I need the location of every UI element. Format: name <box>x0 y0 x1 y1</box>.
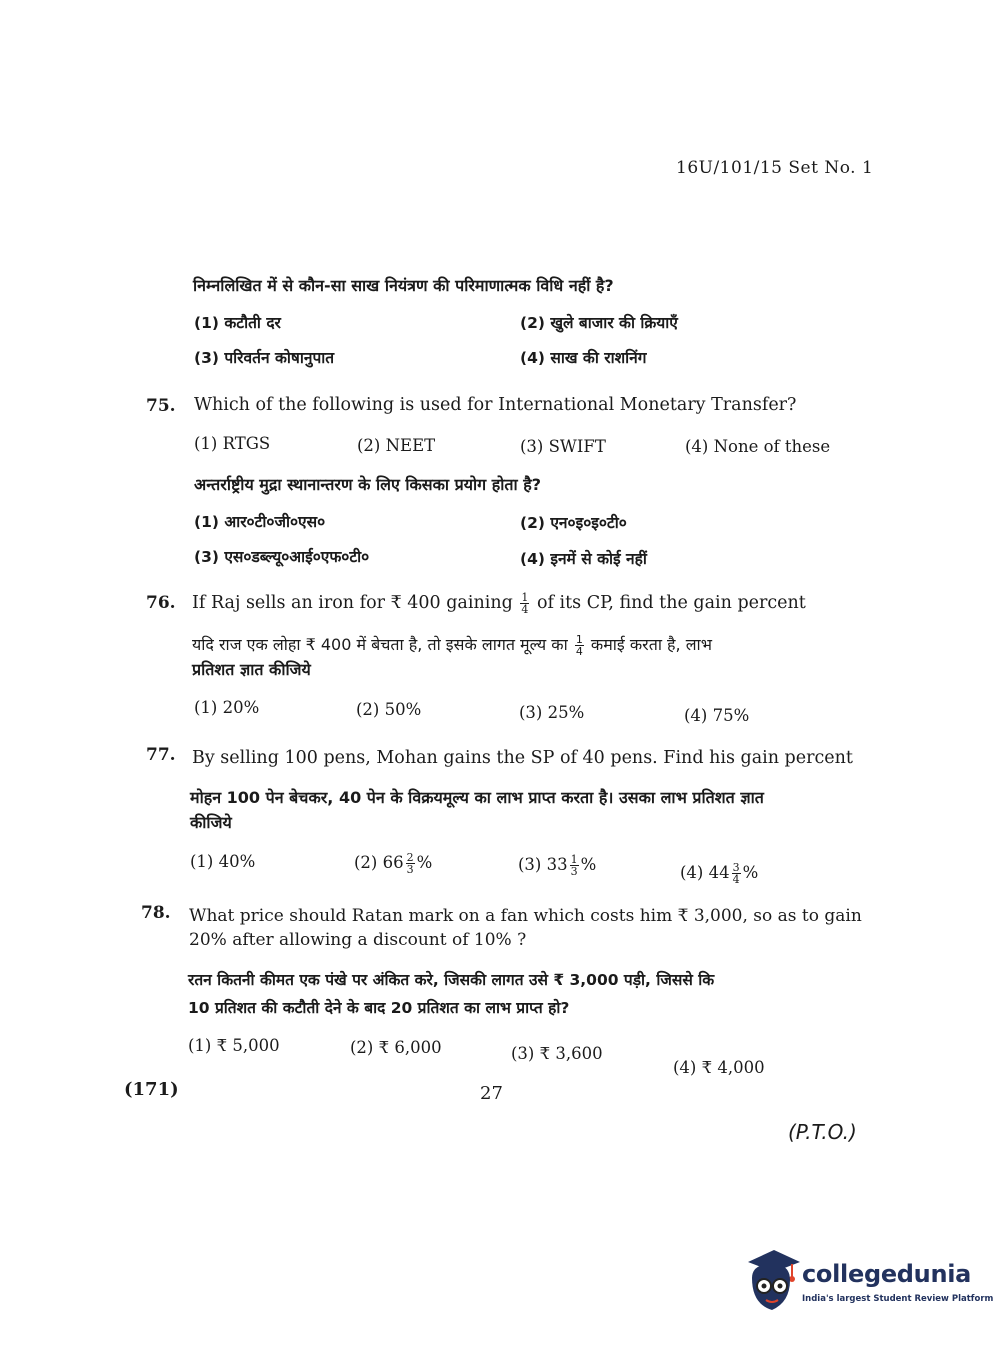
q78-line-2: 20% after allowing a discount of 10% ? <box>189 930 527 950</box>
q76-text-end: of its CP, find the gain percent <box>536 593 806 613</box>
q77-text: By selling 100 pens, Mohan gains the SP of 40 pens. Find his gain percent <box>192 748 853 768</box>
q77-hindi-line-1: मोहन 100 पेन बेचकर, 40 पेन के विक्रयमूल्य का लाभ प्राप्त करता है। उसका लाभ प्रतिशत ज्ञात <box>190 788 764 807</box>
q76-fraction <box>520 592 529 615</box>
q76-text-start: If Raj sells an iron for ₹ 400 gaining <box>192 593 513 613</box>
paper-code: (171) <box>124 1079 179 1100</box>
q77-option-4-numerator: 3 <box>732 861 740 874</box>
mascot-icon <box>744 1248 800 1318</box>
q77-option-4-whole: (4) 44 <box>680 863 730 882</box>
q75-hindi-option-3: (3) एस०डब्ल्यू०आई०एफ०टी० <box>194 548 370 566</box>
q76-hindi-start: यदि राज एक लोहा ₹ 400 में बेचता है, तो इसके लागत मूल्य का <box>192 635 568 654</box>
q77-option-4-denominator: 4 <box>732 873 740 886</box>
q78-hindi-line-1: रतन कितनी कीमत एक पंखे पर अंकित करे, जिसकी लागत उसे ₹ 3,000 पड़ी, जिससे कि <box>188 971 715 989</box>
q77-option-3-numerator: 1 <box>570 853 578 866</box>
q74-option-3: (3) परिवर्तन कोषानुपात <box>194 349 335 367</box>
q75-hindi-text: अन्तर्राष्ट्रीय मुद्रा स्थानान्तरण के लिए किसका प्रयोग होता है? <box>194 475 541 494</box>
q78-option-2: (2) ₹ 6,000 <box>350 1038 442 1057</box>
q77-option-2-whole: (2) 66 <box>354 853 404 872</box>
q74-hindi-text: निम्नलिखित में से कौन-सा साख नियंत्रण की परिमाणात्मक विधि नहीं है? <box>193 276 614 295</box>
q77-option-2-percent: % <box>416 853 433 872</box>
q76-hindi-end: कमाई करता है, लाभ <box>590 635 712 654</box>
q76-fraction-denominator: 4 <box>521 603 529 616</box>
q77-option-4-percent: % <box>742 863 759 882</box>
q77-option-2-numerator: 2 <box>406 851 414 864</box>
q77-option-4-fraction <box>732 862 741 885</box>
q78-option-3: (3) ₹ 3,600 <box>511 1044 603 1063</box>
q77-option-1: (1) 40% <box>190 852 256 871</box>
q75-option-4: (4) None of these <box>685 437 831 456</box>
q75-hindi-option-4: (4) इनमें से कोई नहीं <box>520 550 647 568</box>
q76-option-2: (2) 50% <box>356 700 422 719</box>
q77-option-4 <box>680 862 758 885</box>
q74-option-1: (1) कटौती दर <box>194 314 281 332</box>
q74-option-4: (4) साख की राशनिंग <box>520 349 647 367</box>
set-code: 16U/101/15 Set No. 1 <box>676 158 874 178</box>
page-number: 27 <box>480 1083 503 1104</box>
q77-option-3 <box>518 854 596 877</box>
q76-fraction-numerator: 1 <box>521 591 529 604</box>
q77-option-2-denominator: 3 <box>406 863 414 876</box>
q76-hindi-fraction-denominator: 4 <box>575 645 583 658</box>
q76-hindi-line-2: प्रतिशत ज्ञात कीजिये <box>192 660 311 679</box>
q78-hindi-line-2: 10 प्रतिशत की कटौती देने के बाद 20 प्रतिशत का लाभ प्राप्त हो? <box>188 999 570 1017</box>
q77-option-3-whole: (3) 33 <box>518 855 568 874</box>
q76-text <box>192 592 806 615</box>
q77-option-3-denominator: 3 <box>570 865 578 878</box>
q75-number: 75. <box>146 396 176 416</box>
q78-option-4: (4) ₹ 4,000 <box>673 1058 765 1077</box>
q77-number: 77. <box>146 745 176 765</box>
q75-option-3: (3) SWIFT <box>520 437 606 456</box>
q77-option-3-fraction <box>570 854 579 877</box>
q76-option-4: (4) 75% <box>684 706 750 725</box>
logo-wordmark: collegedunia <box>802 1260 972 1288</box>
q74-option-2: (2) खुले बाजार की क्रियाएँ <box>520 314 678 332</box>
q76-hindi-fraction <box>575 634 584 657</box>
q75-hindi-option-1: (1) आर०टी०जी०एस० <box>194 513 326 531</box>
q78-number: 78. <box>141 903 171 923</box>
q77-option-3-percent: % <box>580 855 597 874</box>
q76-option-1: (1) 20% <box>194 698 260 717</box>
logo-tagline: India's largest Student Review Platform <box>802 1294 994 1304</box>
q78-option-1: (1) ₹ 5,000 <box>188 1036 280 1055</box>
q77-option-2 <box>354 852 432 875</box>
q75-hindi-option-2: (2) एन०इ०इ०टी० <box>520 514 627 532</box>
pto-note: (P.T.O.) <box>788 1120 857 1144</box>
q77-option-2-fraction <box>406 852 415 875</box>
q75-text: Which of the following is used for International Monetary Transfer? <box>194 395 797 415</box>
q77-hindi-line-2: कीजिये <box>190 813 232 832</box>
q76-hindi-fraction-numerator: 1 <box>575 633 583 646</box>
collegedunia-logo <box>744 1248 994 1318</box>
q75-option-2: (2) NEET <box>357 436 436 455</box>
q76-option-3: (3) 25% <box>519 703 585 722</box>
q76-number: 76. <box>146 593 176 613</box>
q76-hindi-line-1 <box>192 633 712 657</box>
q75-option-1: (1) RTGS <box>194 434 271 453</box>
q78-line-1: What price should Ratan mark on a fan which costs him ₹ 3,000, so as to gain <box>189 906 862 926</box>
